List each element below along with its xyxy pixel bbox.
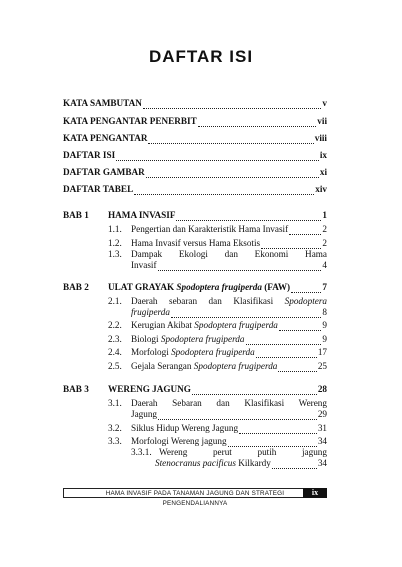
section-number: 1.3. xyxy=(108,249,122,259)
toc-section-2-4[interactable] xyxy=(131,347,327,358)
toc-label: KATA PENGANTAR xyxy=(63,133,148,143)
section-title-part: Daerah sebaran dan Klasifikasi xyxy=(131,296,285,306)
section-number: 3.1. xyxy=(108,398,122,408)
section-title-line1: Daerah Sebaran dan Klasifikasi Wereng xyxy=(131,398,327,408)
running-footer xyxy=(63,488,327,507)
toc-chapter-2[interactable] xyxy=(108,282,327,293)
chapter-number: BAB 3 xyxy=(63,384,89,394)
toc-page: xi xyxy=(319,167,327,177)
section-title-line1: Dampak Ekologi dan Ekonomi Hama xyxy=(131,249,327,259)
section-number: 3.3. xyxy=(108,436,122,446)
dot-leader xyxy=(134,186,314,195)
section-title xyxy=(131,361,277,372)
toc-page: vii xyxy=(317,116,327,126)
section-number: 2.5. xyxy=(108,361,122,371)
dot-leader xyxy=(116,152,319,161)
toc-subsection-3-3-1[interactable] xyxy=(155,458,327,469)
toc-page: xiv xyxy=(315,184,327,194)
chapter-title-species: Spodoptera frugiperda xyxy=(176,282,262,292)
toc-page: ix xyxy=(319,150,327,160)
section-title-species: Spodoptera frugiperda xyxy=(171,347,255,357)
toc-page: 31 xyxy=(317,423,327,433)
chapter-title-part: (FAW) xyxy=(261,282,291,292)
toc-page: 9 xyxy=(322,320,327,330)
toc-section-2-2[interactable] xyxy=(131,320,327,331)
section-title-part: Morfologi xyxy=(131,347,172,357)
toc-page: 25 xyxy=(317,361,327,371)
section-title-part: Gejala Serangan xyxy=(131,361,194,371)
section-title: Morfologi Wereng jagung xyxy=(131,436,227,446)
subsection-title-part: Kilkardy xyxy=(235,458,271,468)
page-title: DAFTAR ISI xyxy=(148,47,254,66)
toc-entry-daftar-gambar[interactable] xyxy=(63,167,327,178)
section-title-line1 xyxy=(131,296,327,307)
dot-leader xyxy=(279,322,322,331)
dot-leader xyxy=(198,118,317,127)
chapter-title: WERENG JAGUNG xyxy=(108,384,191,394)
section-title xyxy=(131,320,278,331)
toc-label: DAFTAR TABEL xyxy=(63,184,134,194)
chapter-number: BAB 2 xyxy=(63,282,89,292)
toc-section-2-3[interactable] xyxy=(131,334,327,345)
subsection-title-line2 xyxy=(155,458,271,469)
dot-leader xyxy=(176,212,321,221)
dot-leader xyxy=(256,349,317,358)
section-number: 1.2. xyxy=(108,238,122,248)
footer-page-number: ix xyxy=(303,488,327,498)
toc-page: 17 xyxy=(317,347,327,357)
toc-section-3-2[interactable] xyxy=(131,423,327,434)
dot-leader xyxy=(143,100,322,109)
section-title: Siklus Hidup Wereng Jagung xyxy=(131,423,239,433)
dot-leader xyxy=(289,226,321,235)
dot-leader xyxy=(228,438,317,447)
toc-entry-kata-sambutan[interactable] xyxy=(63,98,327,109)
toc-label: KATA PENGANTAR PENERBIT xyxy=(63,116,197,126)
section-title-part: Kerugian Akibat xyxy=(131,320,195,330)
dot-leader xyxy=(272,460,317,469)
section-title-line2: Invasif xyxy=(131,260,157,270)
toc-page: 34 xyxy=(317,458,327,468)
subsection-title-species: Stenocranus pacificus xyxy=(155,458,236,468)
toc-entry-daftar-tabel[interactable] xyxy=(63,184,327,195)
toc-entry-kata-pengantar[interactable] xyxy=(63,133,327,144)
section-title-species: Spodoptera frugiperda xyxy=(160,334,245,344)
section-title-species: Spodoptera xyxy=(284,296,327,306)
toc-page: 2 xyxy=(322,224,327,234)
toc-section-3-3[interactable] xyxy=(131,436,327,447)
toc-label: DAFTAR GAMBAR xyxy=(63,167,145,177)
chapter-title-part: ULAT GRAYAK xyxy=(108,282,177,292)
section-number: 1.1. xyxy=(108,224,122,234)
section-title-line2: Jagung xyxy=(131,409,158,419)
dot-leader xyxy=(291,284,321,293)
dot-leader xyxy=(246,336,322,345)
section-number: 3.2. xyxy=(108,423,122,433)
section-number: 2.2. xyxy=(108,320,122,330)
toc-page: v xyxy=(322,98,327,108)
toc-label: DAFTAR ISI xyxy=(63,150,116,160)
toc-chapter-1[interactable] xyxy=(108,210,327,221)
section-title-part: Biologi xyxy=(131,334,161,344)
toc-page: 29 xyxy=(317,409,327,419)
toc-section-1-2[interactable] xyxy=(131,238,327,249)
toc-entry-daftar-isi[interactable] xyxy=(63,150,327,161)
section-title-species: Spodoptera frugiperda xyxy=(193,361,278,371)
chapter-title: HAMA INVASIF xyxy=(108,210,176,220)
toc-section-1-3[interactable] xyxy=(131,260,327,271)
toc-page: 2 xyxy=(322,238,327,248)
subsection-title-line1: Wereng perut putih jagung xyxy=(159,447,327,457)
toc-page: 34 xyxy=(317,436,327,446)
toc-page: 7 xyxy=(322,282,327,292)
dot-leader xyxy=(261,240,321,249)
section-title-species: Spodoptera frugiperda xyxy=(194,320,278,330)
section-title: Pengertian dan Karakteristik Hama Invasif xyxy=(131,224,289,234)
toc-entry-kata-pengantar-penerbit[interactable] xyxy=(63,116,327,127)
section-number: 2.4. xyxy=(108,347,122,357)
toc-section-1-1[interactable] xyxy=(131,224,327,235)
toc-section-2-5[interactable] xyxy=(131,361,327,372)
chapter-number: BAB 1 xyxy=(63,210,89,220)
toc-section-2-1[interactable] xyxy=(131,307,327,318)
section-number: 2.3. xyxy=(108,334,122,344)
section-title: Hama Invasif versus Hama Eksotis xyxy=(131,238,261,248)
dot-leader xyxy=(239,425,317,434)
chapter-title xyxy=(108,282,290,293)
section-title-line2: frugiperda xyxy=(131,307,170,317)
dot-leader xyxy=(192,386,317,395)
section-number: 2.1. xyxy=(108,296,122,306)
section-title xyxy=(131,334,245,345)
footer-text: HAMA INVASIF PADA TANAMAN JAGUNG DAN STRATEGI PENGENDALIANNYA xyxy=(105,490,285,507)
toc-chapter-3[interactable] xyxy=(108,384,327,395)
dot-leader xyxy=(278,363,316,372)
toc-page: 9 xyxy=(322,334,327,344)
toc-page: 1 xyxy=(322,210,327,220)
dot-leader xyxy=(171,309,321,318)
toc-page: 8 xyxy=(322,307,327,317)
toc-label: KATA SAMBUTAN xyxy=(63,98,142,108)
subsection-number: 3.3.1. xyxy=(131,447,152,457)
toc-section-3-1[interactable] xyxy=(131,409,327,420)
dot-leader xyxy=(148,135,313,144)
toc-page: viii xyxy=(314,133,327,143)
dot-leader xyxy=(158,262,322,271)
section-title xyxy=(131,347,255,358)
dot-leader xyxy=(158,411,317,420)
toc-page: 28 xyxy=(317,384,327,394)
toc-page: 4 xyxy=(322,260,327,270)
dot-leader xyxy=(146,169,319,178)
